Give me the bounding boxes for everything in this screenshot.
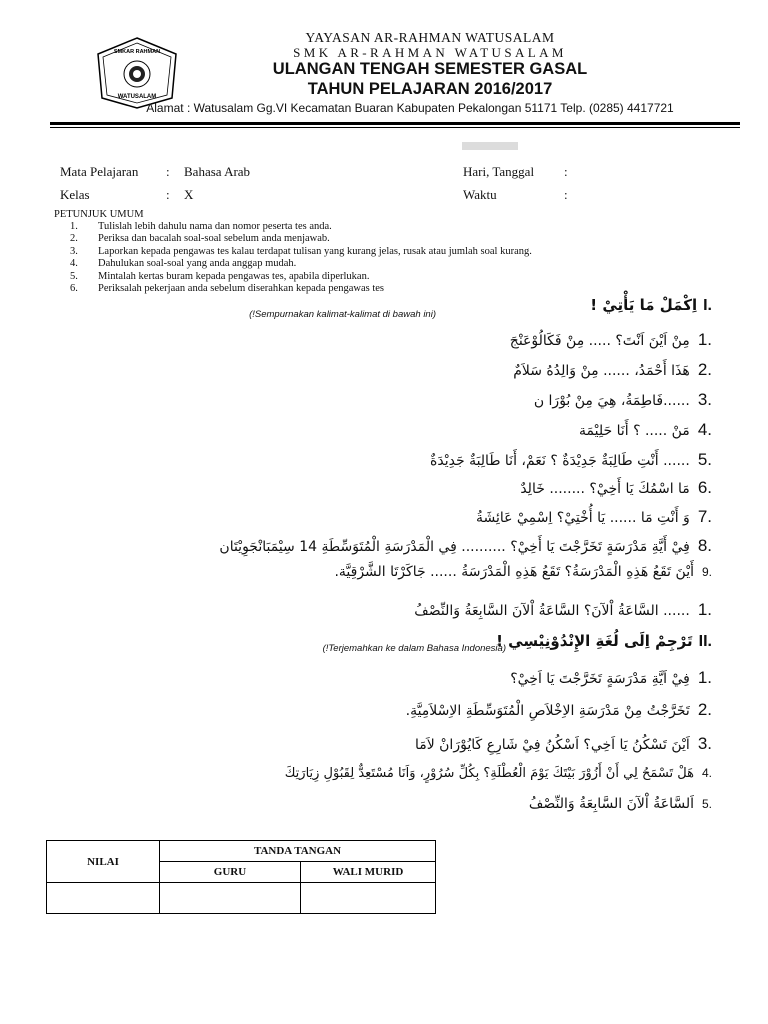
section-2-subtitle: (!Terjemahkan ke dalam Bahasa Indonesia) [322,643,506,654]
logo-top-text: SMKAR RAHMAN [113,49,161,55]
question-row: 6. مَا اسْمُكَ يَا أَخِيْ؟ ........ خَالِدٌ [520,478,712,497]
question-row: 9. أَيْنَ تَقَعُ هَذِهِ الْمَدْرَسَةُ؟ تَقَعُ هَذِهِ الْمَدْرَسَةُ ...... جَاكَرْتَا الشَّرْقِيَّة. [334,564,712,580]
question-row: 1. فِيْ اَيَّةِ مَدْرَسَةٍ تَخَرَّجْتَ يَا اَخِيْ؟ [510,668,712,687]
section-1-title: اِكْمَلْ مَا يَأْتِيْ ! [590,296,698,314]
class-label: Kelas [60,187,90,202]
question-row: 3. اَيْنَ تَسْكُنُ يَا اَخِي؟ اَسْكُنُ فِيْ شَارِعِ كَايُوْرَانْ لاَمَا [414,734,712,753]
question-row: 8. فِيْ أَيَّةِ مَدْرَسَةٍ تَخَرَّجْتَ يَا أَخِيْ؟ .......... فِي الْمَدْرَسَةِ الْمُتَوَسِّطَةِ 14 سِيْمَبَانْجَوِيْتَان [219,536,712,555]
list-item: 6. Periksalah pekerjaan anda sebelum diserahkan kepada pengawas tes [70,283,385,295]
section-1-heading [590,296,712,315]
nilai-header: NILAI [47,841,160,883]
header-divider-thick [50,122,740,125]
foundation-name: YAYASAN AR-RAHMAN WATUSALAM [305,30,555,45]
school-name: SMK AR-RAHMAN WATUSALAM [293,45,567,60]
time-separator: : [564,187,568,202]
logo-bottom-text: WATUSALAM [117,94,157,100]
header-divider-thin [50,127,740,128]
school-address: Alamat : Watusalam Gg.VI Kecamatan Buaran Kabupaten Pekalongan 51171 Telp. (0285) 4417721 [146,101,674,115]
question-row: 4. هَلْ تَسْمَحُ لِي أَنْ أَزُوْرَ بَيْتَكَ يَوْمَ الْعُطْلَةِ؟ بِكُلِّ سُرُوْرٍ، وَاَنَا مُسْتَعِدٌّ لِقَبُوْلِ زِيَارَتِكَ [284,766,712,781]
question-row: 5. ...... أَنْتِ طَالِبَةٌ جَدِيْدَةٌ ؟ نَعَمْ، أَنَا طَالِبَةٌ جَدِيْدَةٌ [430,450,712,469]
faded-mark [462,142,518,150]
wali-murid-header: WALI MURID [301,862,436,883]
day-label: Hari, Tanggal [463,164,535,179]
school-logo [96,36,178,110]
list-item: 5. Mintalah kertas buram kepada pengawas tes, apabila diperlukan. [70,270,370,282]
section-2-heading [496,632,712,651]
subject-label: Mata Pelajaran [60,164,139,179]
subject-value: Bahasa Arab [184,164,251,179]
list-item: 4. Dahulukan soal-soal yang anda anggap mudah. [70,258,297,270]
question-row: 3. ......فَاطِمَةُ، هِيَ مِنْ بُوْرَا ن [533,390,712,409]
wali-murid-signature-cell [301,883,436,914]
day-separator: : [564,164,568,179]
class-value: X [184,187,194,202]
question-row: 1. مِنْ اَيْنَ اَنْتَ؟ ..... مِنْ فَكَالُوْعَنْجَ [509,330,712,349]
section-1-number: I. [703,297,712,314]
score-signature-table [46,840,436,914]
guru-header: GURU [160,862,301,883]
tanda-tangan-header: TANDA TANGAN [160,841,436,862]
class-separator: : [166,187,170,202]
question-row: 1. ...... السَّاعَةُ اْلآنَ؟ السَّاعَةُ اْلآنَ السَّابِعَةُ وَالنِّصْفُ [414,600,712,619]
section-1-subtitle: (!Sempurnakan kalimat-kalimat di bawah ini) [249,309,436,320]
question-row: 4. مَنْ ..... ؟ أَنَا حَلِيْمَة [579,420,712,439]
nilai-cell [47,883,160,914]
question-row: 5. اَلسَّاعَةُ اْلآنَ السَّابِعَةُ وَالنِّصْفُ [528,796,712,812]
list-item: 1. Tulislah lebih dahulu nama dan nomor peserta tes anda. [70,221,332,232]
list-item: 3. Laporkan kepada pengawas tes kalau terdapat tulisan yang kurang jelas, rusak atau jumlah soal kurang. [70,245,532,257]
list-item: 2. Periksa dan bacalah soal-soal sebelum anda menjawab. [70,233,330,245]
question-row: 7. وَ أَنْتِ مَا ...... يَا أُخْتِيْ؟ اِسْمِيْ عَائِشَةُ [475,507,712,526]
exam-title: ULANGAN TENGAH SEMESTER GASAL [272,60,588,78]
academic-year: TAHUN PELAJARAN 2016/2017 [307,80,553,98]
question-row: 2. تَخَرَّجْتُ مِنْ مَدْرَسَةِ الاِخْلاَصِ الْمُتَوَسِّطَةِ الاِسْلاَمِيَّةِ. [405,700,712,719]
time-label: Waktu [463,187,497,202]
section-2-title: تَرْجِمْ اِلَى لُغَةِ الإِنْدُوْنِيْسِي ! [496,632,693,650]
guru-signature-cell [160,883,301,914]
section-2-number: II. [698,633,712,650]
instructions-title: PETUNJUK UMUM [54,209,144,220]
instructions-list [70,221,532,295]
question-row: 2. هَذَا أَحْمَدُ، ...... مِنْ وَالِدُهُ سَلاَمٌ [513,360,712,379]
subject-separator: : [166,164,170,179]
